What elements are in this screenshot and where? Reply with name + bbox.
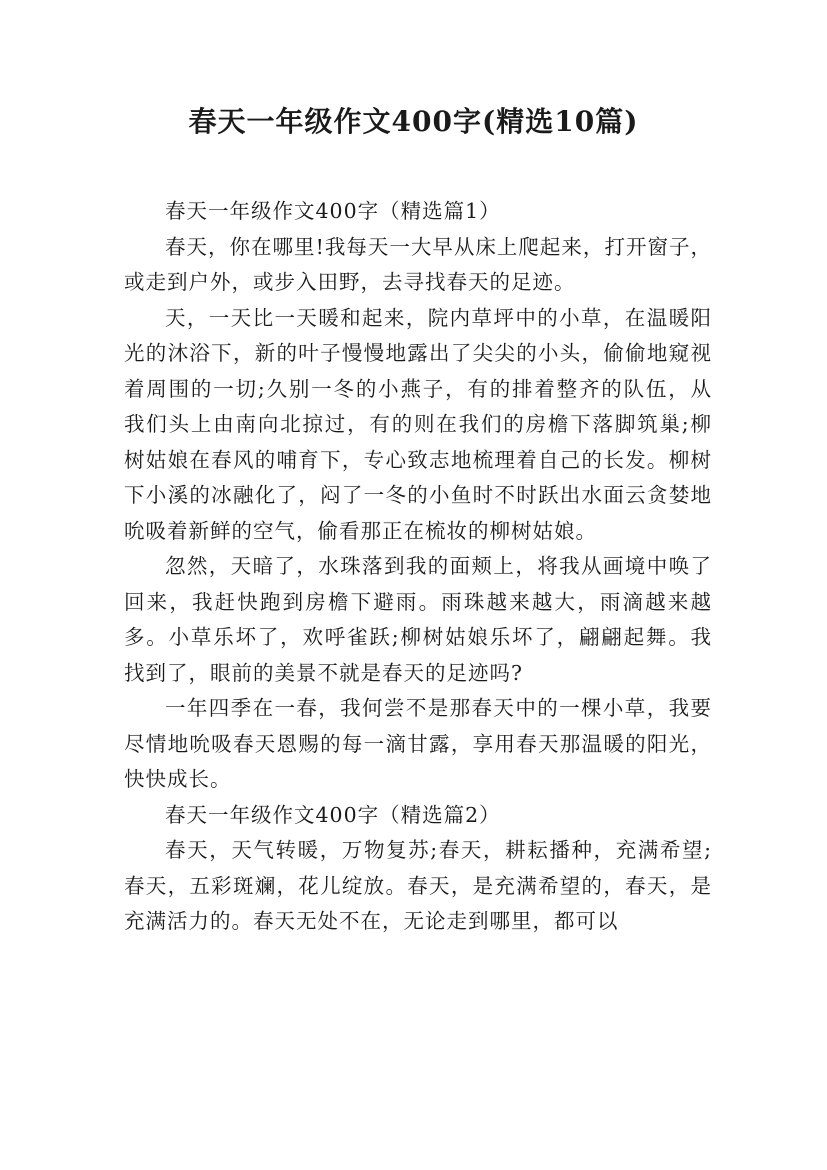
paragraph: 忽然，天暗了，水珠落到我的面颊上，将我从画境中唤了回来，我赶快跑到房檐下避雨。雨珠越来越大，雨滴越来越多。小草乐坏了，欢呼雀跃;柳树姑娘乐坏了，翩翩起舞。我找到了，眼前的美景不就是春天的足迹吗? — [124, 554, 712, 685]
document-body — [124, 194, 712, 940]
paragraph: 天，一天比一天暖和起来，院内草坪中的小草，在温暖阳光的沐浴下，新的叶子慢慢地露出了尖尖的小头，偷偷地窥视着周围的一切;久别一冬的小燕子，有的排着整齐的队伍，从我们头上由南向北掠过，有的则在我们的房檐下落脚筑巢;柳树姑娘在春风的哺育下，专心致志地梳理着自己的长发。柳树下小溪的冰融化了，闷了一冬的小鱼时不时跃出水面云贪婪地吮吸着新鲜的空气，偷看那正在梳妆的柳树姑娘。 — [124, 305, 712, 543]
document-title: 春天一年级作文400字(精选10篇) — [188, 105, 639, 138]
paragraph: 春天，天气转暖，万物复苏;春天，耕耘播种，充满希望;春天，五彩斑斓，花儿绽放。春天，是充满希望的，春天，是充满活力的。春天无处不在，无论走到哪里，都可以 — [124, 838, 712, 933]
section-heading: 春天一年级作文400字（精选篇1） — [165, 199, 501, 223]
paragraph: 春天，你在哪里!我每天一大早从床上爬起来，打开窗子，或走到户外，或步入田野，去寻找春天的足迹。 — [124, 234, 712, 294]
paragraph: 一年四季在一春，我何尝不是那春天中的一棵小草，我要尽情地吮吸春天恩赐的每一滴甘露，享用春天那温暖的阳光，快快成长。 — [124, 696, 712, 791]
section-heading: 春天一年级作文400字（精选篇2） — [165, 802, 501, 827]
